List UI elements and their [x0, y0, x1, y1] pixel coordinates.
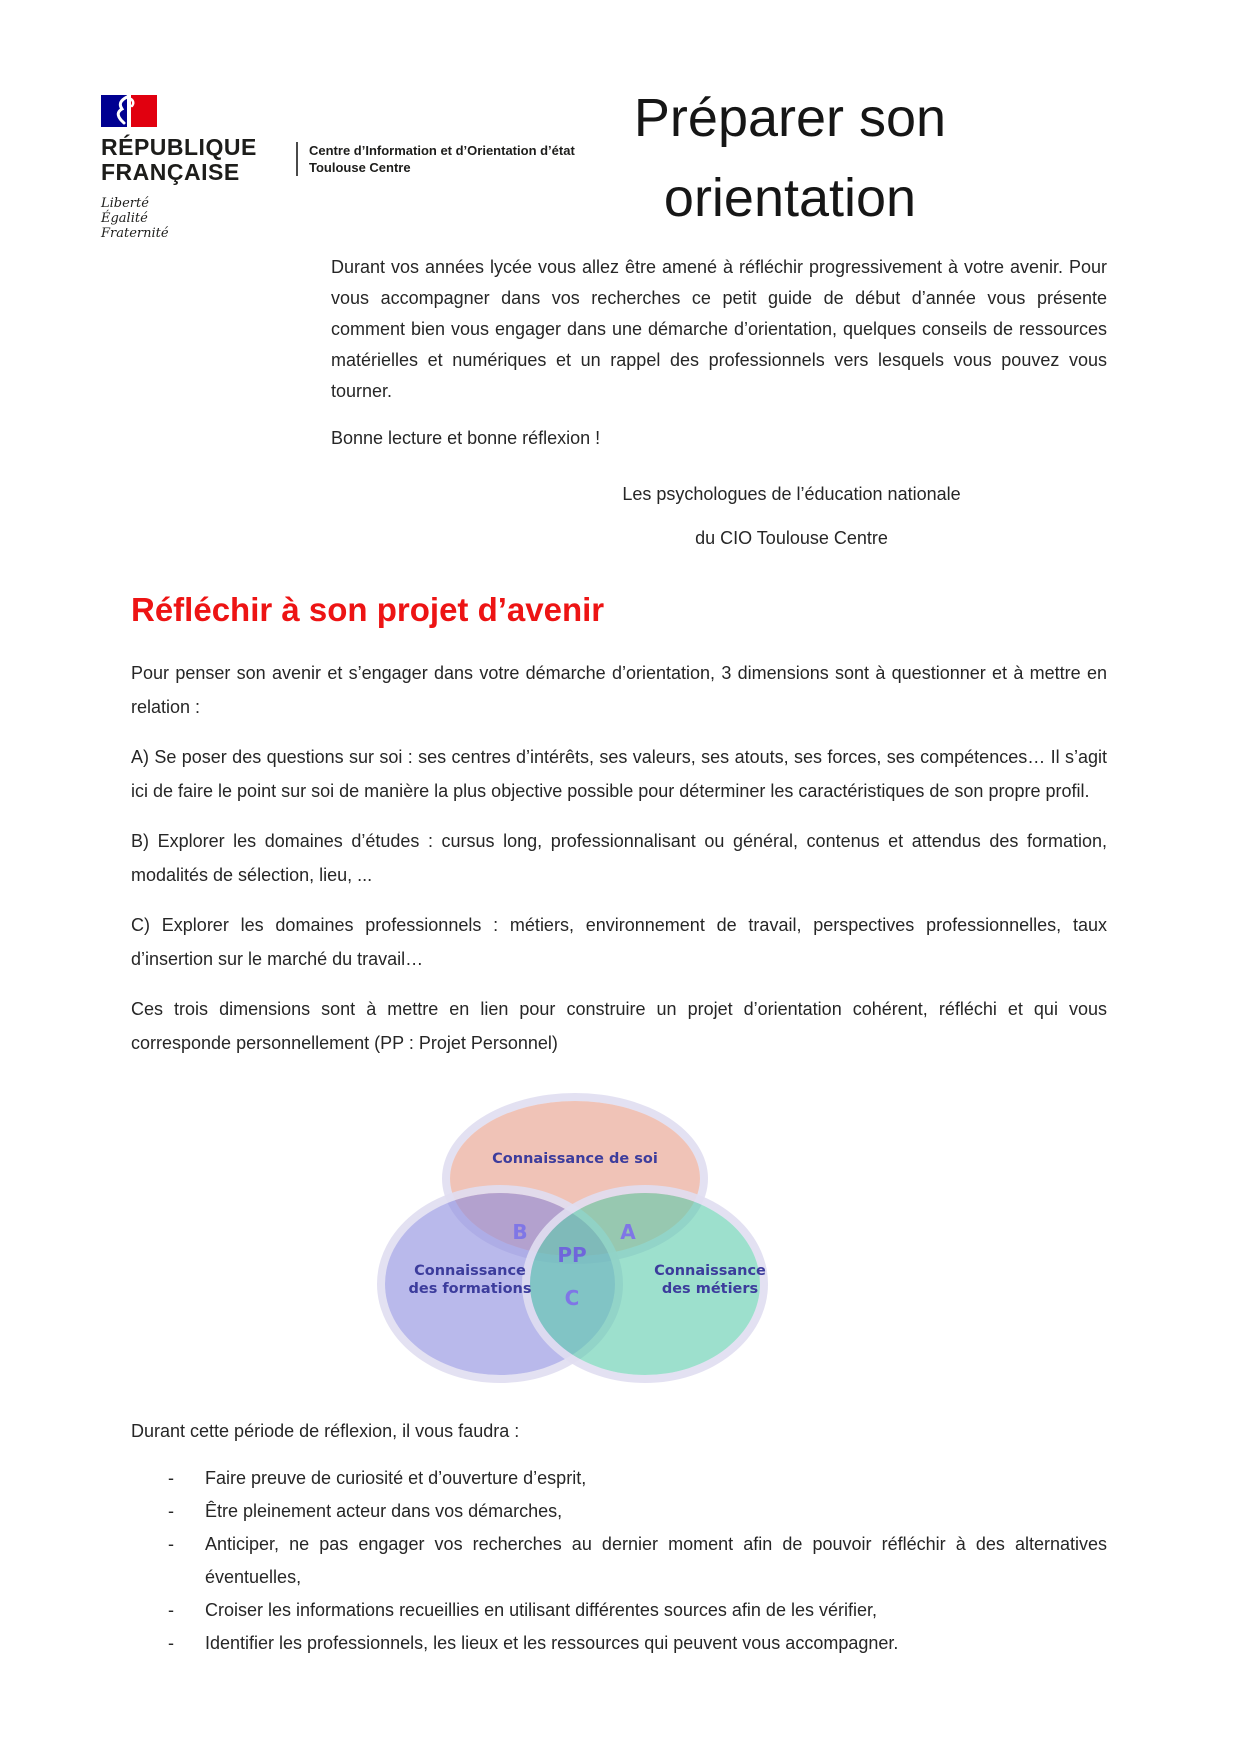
bullet-dash: -	[168, 1534, 174, 1554]
venn-letter-b: B	[512, 1220, 528, 1244]
venn-label-formations: Connaissance des formations	[408, 1263, 532, 1297]
page-title	[470, 78, 1110, 238]
intro-block	[331, 252, 1107, 560]
organisation-line1: Centre d’Information et d’Orientation d’état	[309, 143, 575, 158]
organisation-line2: Toulouse Centre	[309, 160, 411, 175]
list-item	[168, 1462, 1107, 1495]
bullet-list	[131, 1462, 1107, 1660]
paragraph-b-etudes: B) Explorer les domaines d’études : cursus long, professionnalisant ou général, contenus et attendus des formation, modalités de sélection, lieu, ...	[131, 831, 1107, 885]
paragraph-projet-personnel: Ces trois dimensions sont à mettre en lien pour construire un projet d’orientation cohérent, réfléchi et qui vous corresponde personnellement (PP : Projet Personnel)	[131, 999, 1107, 1053]
page-title-line2: orientation	[663, 168, 917, 228]
logo-motto	[101, 196, 291, 241]
signature-line2: du CIO Toulouse Centre	[695, 528, 888, 548]
venn-diagram	[385, 1100, 785, 1390]
bullet-dash: -	[168, 1633, 174, 1653]
logo-line-francaise: FRANÇAISE	[101, 159, 240, 185]
conclusion-intro: Durant cette période de réflexion, il vous faudra :	[131, 1421, 520, 1441]
bullet-dash: -	[168, 1501, 174, 1521]
list-item	[168, 1594, 1107, 1627]
bullet-text: Faire preuve de curiosité et d’ouverture d’esprit,	[205, 1468, 587, 1488]
venn-letter-c: C	[564, 1286, 580, 1310]
list-item	[168, 1528, 1107, 1594]
logo-wordmark	[101, 135, 291, 185]
list-item	[168, 1627, 1107, 1660]
venn-label-soi: Connaissance de soi	[492, 1151, 658, 1167]
intro-paragraph: Durant vos années lycée vous allez être amené à réfléchir progressivement à votre avenir. Pour vous accompagner dans vos recherches ce petit guide de début d’année vous présente comment bien vous engager dans une démarche d’orientation, quelques conseils de ressources matérielles et numériques et un rappel des professionnels vers lesquels vous pouvez vous tourner.	[331, 257, 1107, 401]
signature-line1: Les psychologues de l’éducation nationale	[622, 484, 961, 504]
bullet-text: Croiser les informations recueillies en utilisant différentes sources afin de les vérifier,	[205, 1600, 877, 1620]
signature-block	[476, 472, 1107, 560]
list-item	[168, 1495, 1107, 1528]
bullet-dash: -	[168, 1468, 174, 1488]
motto-egalite: Égalité	[101, 211, 148, 226]
republique-francaise-logo	[101, 95, 291, 241]
motto-liberte: Liberté	[101, 196, 149, 211]
marianne-flag-icon	[101, 95, 157, 127]
main-section	[131, 590, 1107, 1076]
paragraph-a-soi: A) Se poser des questions sur soi : ses centres d’intérêts, ses valeurs, ses atouts, ses forces, ses compétences… Il s’agit ici de faire le point sur soi de manière la plus objective possible pour déterminer les caractéristiques de son propre profil.	[131, 747, 1107, 801]
motto-fraternite: Fraternité	[101, 226, 169, 241]
page-title-line1: Préparer son	[633, 88, 947, 148]
venn-letter-pp: PP	[557, 1243, 587, 1267]
logo-line-republique: RÉPUBLIQUE	[101, 134, 257, 160]
venn-letter-a: A	[620, 1220, 636, 1244]
bullet-dash: -	[168, 1600, 174, 1620]
venn-label-metiers: Connaissance des métiers	[654, 1263, 766, 1297]
section-heading: Réfléchir à son projet d’avenir	[131, 591, 605, 628]
paragraph-c-professionnels: C) Explorer les domaines professionnels : métiers, environnement de travail, perspectives professionnelles, taux d’insertion sur le marché du travail…	[131, 915, 1107, 969]
intro-greeting: Bonne lecture et bonne réflexion !	[331, 428, 601, 448]
conclusion-block	[131, 1415, 1107, 1660]
bullet-text: Être pleinement acteur dans vos démarches,	[205, 1501, 563, 1521]
bullet-text: Anticiper, ne pas engager vos recherches au dernier moment afin de pouvoir réfléchir à des alternatives éventuelles,	[205, 1534, 1107, 1587]
paragraph-dimensions-intro: Pour penser son avenir et s’engager dans votre démarche d’orientation, 3 dimensions sont à questionner et à mettre en relation :	[131, 663, 1107, 717]
bullet-text: Identifier les professionnels, les lieux et les ressources qui peuvent vous accompagner.	[205, 1633, 899, 1653]
